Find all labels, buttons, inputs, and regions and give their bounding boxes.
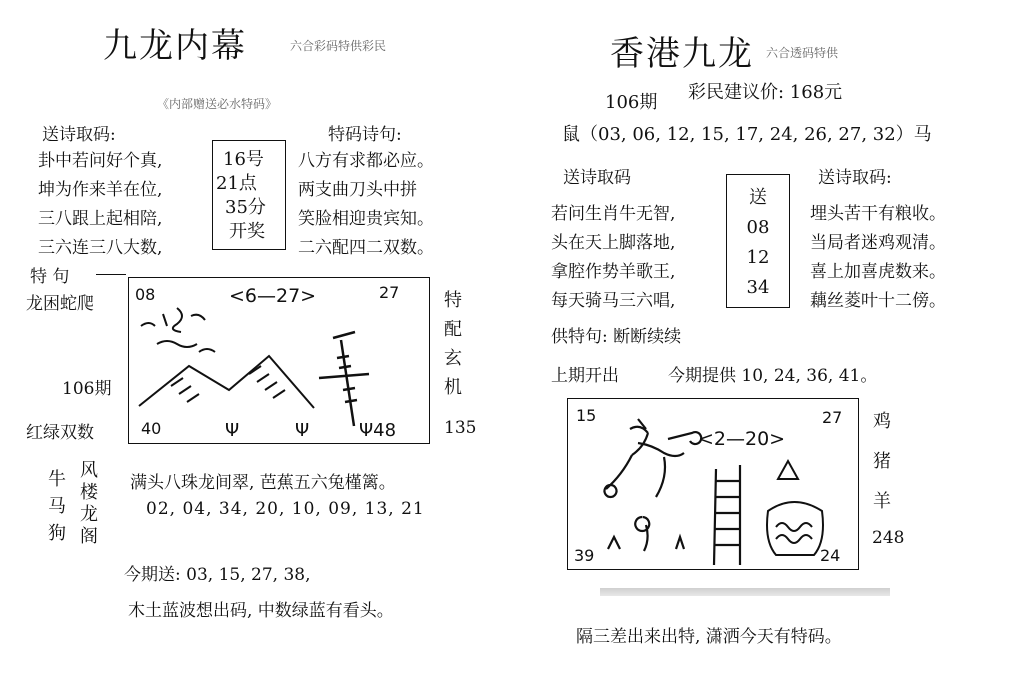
zodiac-char: 羊 (873, 491, 891, 512)
sword-drawing (319, 332, 369, 426)
mountain-drawing (139, 356, 314, 408)
draw-time-box (212, 140, 286, 250)
left-today-send: 今期送: 03, 15, 27, 38, (124, 565, 311, 585)
send-box-number: 12 (746, 247, 770, 268)
pic-bottom: 40 (141, 419, 162, 438)
zodiac-char: 龙 (80, 504, 98, 525)
right-title-note: 六合透码特供 (766, 46, 839, 60)
draw-time-line: 21点 (216, 173, 257, 194)
left-numbers: 02, 04, 34, 20, 10, 09, 13, 21 (146, 499, 425, 519)
pic-top-right: 27 (379, 283, 400, 302)
zodiac-char: 鸡 (873, 411, 891, 432)
left-poem-line: 坤为作来羊在位, (38, 180, 163, 200)
pic-top-left: 08 (135, 285, 156, 304)
right-title: 香港九龙 (610, 34, 754, 74)
pic-bottom-mark: Ψ48 (359, 420, 397, 441)
draw-time-line: 35分 (225, 197, 266, 218)
right-footer: 隔三差出来出特, 潇洒今天有特码。 (576, 627, 842, 647)
left-te-line: 八方有求都必应。 (298, 151, 434, 171)
branch-drawing (605, 419, 702, 551)
right-picture-box (567, 398, 859, 570)
right-poem-header-2: 送诗取码: (818, 168, 892, 188)
pic-bottom-mark: Ψ (225, 420, 240, 441)
zodiac-char: 马 (48, 496, 66, 517)
vertical-char: 配 (444, 319, 462, 340)
left-poem-header: 送诗取码: (42, 125, 116, 145)
pic-top-left: 15 (576, 406, 597, 425)
send-box-list (727, 183, 789, 303)
zodiac-char: 牛 (48, 469, 66, 490)
zodiac-char: 风 (80, 460, 98, 481)
left-title: 九龙内幕 (103, 26, 247, 66)
ladder-drawing (714, 465, 740, 565)
draw-time-line: 16号 (223, 149, 264, 170)
right-poem-line: 每天骑马三六唱, (551, 291, 676, 311)
right-poem-line: 若问生肖牛无智, (551, 204, 676, 224)
pic-bottom-mark: Ψ (295, 420, 310, 441)
faded-line (600, 588, 890, 596)
right-poem-line: 藕丝菱叶十二傍。 (810, 291, 946, 311)
left-poem-line: 卦中若问好个真, (38, 151, 163, 171)
right-poem-line: 埋头苦干有粮收。 (810, 204, 946, 224)
left-te-line: 笑脸相迎贵宾知。 (298, 209, 434, 229)
right-poem-line: 拿腔作势羊歌王, (551, 262, 676, 282)
send-box (726, 174, 790, 308)
right-price: 彩民建议价: 168元 (688, 82, 843, 103)
left-footer: 木土蓝波想出码, 中数绿蓝有看头。 (128, 601, 394, 621)
last-open-label: 上期开出 (551, 366, 619, 386)
right-poem-line: 头在天上脚落地, (551, 233, 676, 253)
right-zodiac-vertical (873, 402, 891, 522)
vertical-char: 机 (444, 377, 462, 398)
left-side-number: 135 (444, 418, 477, 438)
right-poem-line: 喜上加喜虎数来。 (810, 262, 946, 282)
right-sketch (568, 399, 858, 569)
zodiac-char: 楼 (80, 482, 98, 503)
right-rat-line: 鼠（03, 06, 12, 15, 17, 24, 26, 27, 32）马 (562, 124, 932, 145)
pic-bottom-right: 24 (820, 546, 841, 565)
te-ju-label: 特 句 (30, 267, 70, 287)
left-side-vertical (444, 286, 462, 402)
left-side-label: 龙困蛇爬 (26, 294, 94, 314)
left-poem-line: 三六连三八大数, (38, 238, 163, 258)
pic-range: <6—27> (229, 285, 317, 307)
left-te-line: 二六配四二双数。 (298, 238, 434, 258)
left-side-label: 红绿双数 (26, 423, 94, 443)
left-te-line: 两支曲刀头中拼 (298, 180, 417, 200)
tent-drawing (767, 461, 823, 555)
offer-line: 今期提供 10, 24, 36, 41。 (668, 366, 878, 386)
vertical-char: 特 (444, 290, 462, 311)
left-sketch (129, 278, 429, 443)
left-poem-line: 三八跟上起相陪, (38, 209, 163, 229)
zodiac-char: 狗 (48, 523, 66, 544)
scribble-marks (141, 308, 215, 352)
zodiac-left (48, 466, 66, 547)
zodiac-right (80, 460, 98, 548)
pic-top-right: 27 (822, 408, 843, 427)
send-box-char: 送 (749, 187, 767, 208)
right-poem-header: 送诗取码 (563, 168, 631, 188)
left-verse: 满头八珠龙间翠, 芭蕉五六兔槿篱。 (130, 473, 396, 493)
left-sub-note: 《内部赠送必水特码》 (157, 97, 278, 111)
te-ju-rule (96, 274, 126, 275)
right-poem-line: 当局者迷鸡观清。 (810, 233, 946, 253)
pic-bottom-left: 39 (574, 546, 595, 565)
vertical-char: 玄 (444, 348, 462, 369)
gong-te-line: 供特句: 断断续续 (551, 327, 682, 347)
left-picture-box (128, 277, 430, 444)
left-title-note: 六合彩码特供彩民 (290, 39, 387, 53)
zodiac-char: 猪 (873, 451, 891, 472)
right-issue: 106期 (605, 92, 658, 113)
pic-range: <2—20> (698, 428, 786, 450)
send-box-number: 34 (746, 277, 770, 298)
right-side-number: 248 (872, 528, 905, 548)
send-box-number: 08 (746, 217, 770, 238)
left-te-header: 特码诗句: (328, 125, 402, 145)
draw-time-line: 开奖 (229, 221, 265, 242)
left-issue: 106期 (62, 379, 112, 399)
zodiac-char: 阁 (80, 526, 98, 547)
